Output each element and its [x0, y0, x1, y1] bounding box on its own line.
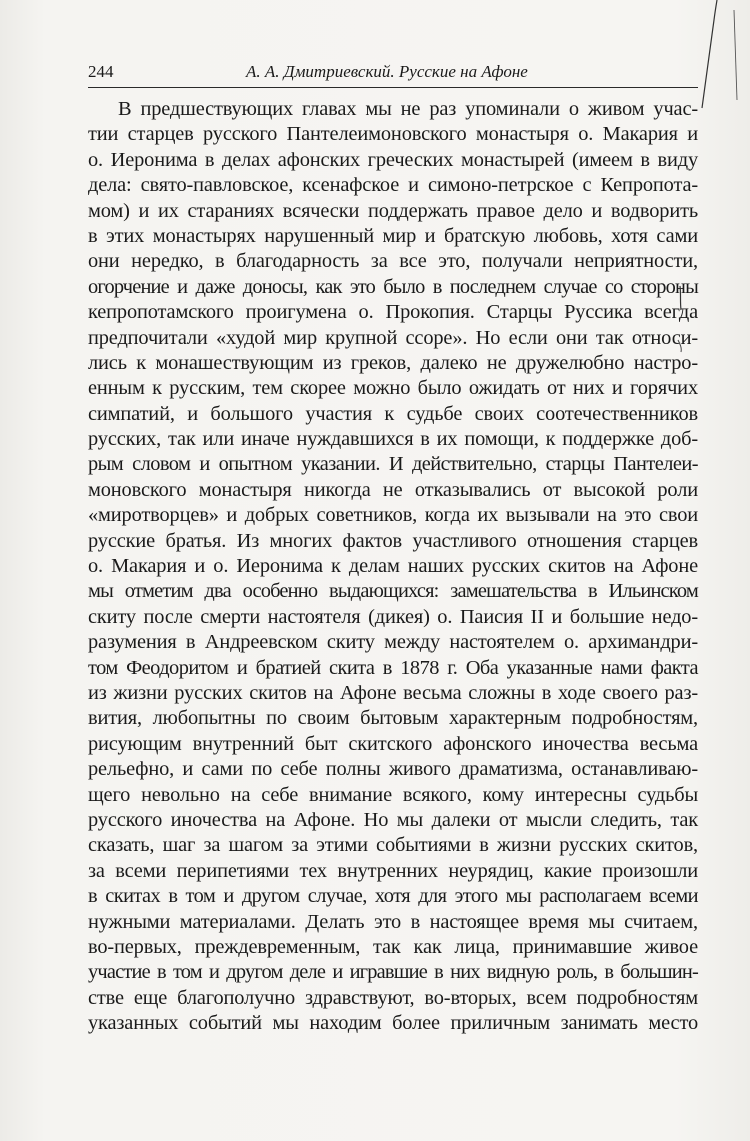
text-line: вития, любопытны по своим бытовым характерным подробностям,	[88, 707, 698, 730]
text-line: за всеми перипетиями тех внутренних неурядиц, какие произошли	[88, 859, 698, 882]
text-line: о. Макария и о. Иеронима к делам наших русских скитов на Афоне	[88, 555, 698, 578]
page-number: 244	[88, 62, 114, 81]
text-line: во-первых, преждевременным, так как лица, принимавшие живое	[88, 935, 698, 958]
text-line: «миротворцев» и добрых советников, когда их вызывали на это свои	[88, 504, 698, 527]
page-header	[88, 62, 698, 84]
text-line: сказать, шаг за шагом за этими событиями в жизни русских скитов,	[88, 834, 698, 857]
text-line: щего невольно на себе внимание всякого, кому интересны судьбы	[88, 783, 698, 806]
text-line: русские братья. Из многих фактов участливого отношения старцев	[88, 529, 698, 552]
text-line: симпатий, и большого участия к судьбе своих соотечественников	[88, 402, 698, 425]
text-line: рельефно, и сами по себе полны живого драматизма, останавливаю-	[88, 758, 698, 781]
running-title: А. А. Дмитриевский. Русские на Афоне	[246, 62, 528, 81]
text-line: они нередко, в благодарность за все это, получали неприятности,	[88, 250, 698, 273]
text-line: В предшествующих главах мы не раз упоминали о живом учас-	[118, 98, 698, 120]
text-line: о. Иеронима в делах афонских греческих монастырей (имеем в виду	[88, 148, 698, 171]
text-line: мом) и их стараниях всячески поддержать правое дело и водворить	[88, 199, 698, 222]
text-line: в скитах в том и другом случае, хотя для этого мы располагаем всеми	[88, 885, 698, 908]
text-line: мы отметим два особенно выдающихся: замешательства в Ильинском	[88, 580, 698, 603]
text-line: лись к монашествующим из греков, далеко не дружелюбно настро-	[88, 351, 698, 374]
text-line: стве еще благополучно здравствуют, во-вторых, всем подробностям	[88, 986, 698, 1009]
text-line: кепропотамского проигумена о. Прокопия. Старцы Руссика всегда	[88, 301, 698, 324]
text-line: русских, так или иначе нуждавшихся в их помощи, к поддержке доб-	[88, 428, 698, 451]
text-line: указанных событий мы находим более приличным занимать место	[88, 1012, 698, 1035]
text-line: рисующим внутренний быт скитского афонского иночества весьма	[88, 732, 698, 755]
text-line: дела: свято-павловское, ксенафское и симоно-петрское с Кепропота-	[88, 174, 698, 197]
text-line: том Феодоритом и братией скита в 1878 г. Оба указанные нами факта	[88, 656, 698, 679]
text-line: русского иночества на Афоне. Но мы далеки от мысли следить, так	[88, 808, 698, 831]
text-line: огорчение и даже доносы, как это было в последнем случае со стороны	[88, 275, 698, 298]
text-line: тии старцев русского Пантелеимоновского монастыря о. Макария и	[88, 123, 698, 146]
text-line: нужными материалами. Делать это в настоящее время мы считаем,	[88, 910, 698, 933]
text-line: в этих монастырях нарушенный мир и братскую любовь, хотя сами	[88, 224, 698, 247]
text-line: участие в том и другом деле и игравшие в них видную роль, в большин-	[88, 961, 698, 984]
header-rule	[88, 87, 698, 88]
text-line: скиту после смерти настоятеля (дикея) о. Паисия II и большие недо-	[88, 605, 698, 628]
text-line: предпочитали «худой мир крупной ссоре». Но если они так относи-	[88, 326, 698, 349]
text-line: енным к русским, тем скорее можно было ожидать от них и горячих	[88, 377, 698, 400]
pen-mark-top-right	[690, 0, 750, 110]
body-text	[88, 97, 698, 1036]
pen-mark-margin	[674, 284, 688, 354]
text-line: разумения в Андреевском скиту между настоятелем о. архимандри-	[88, 631, 698, 654]
text-line: моновского монастыря никогда не отказывались от высокой роли	[88, 478, 698, 501]
text-line: рым словом и опытном указании. И действительно, старцы Пантелеи-	[88, 453, 698, 476]
text-line: из жизни русских скитов на Афоне весьма сложны в ходе своего раз-	[88, 681, 698, 704]
